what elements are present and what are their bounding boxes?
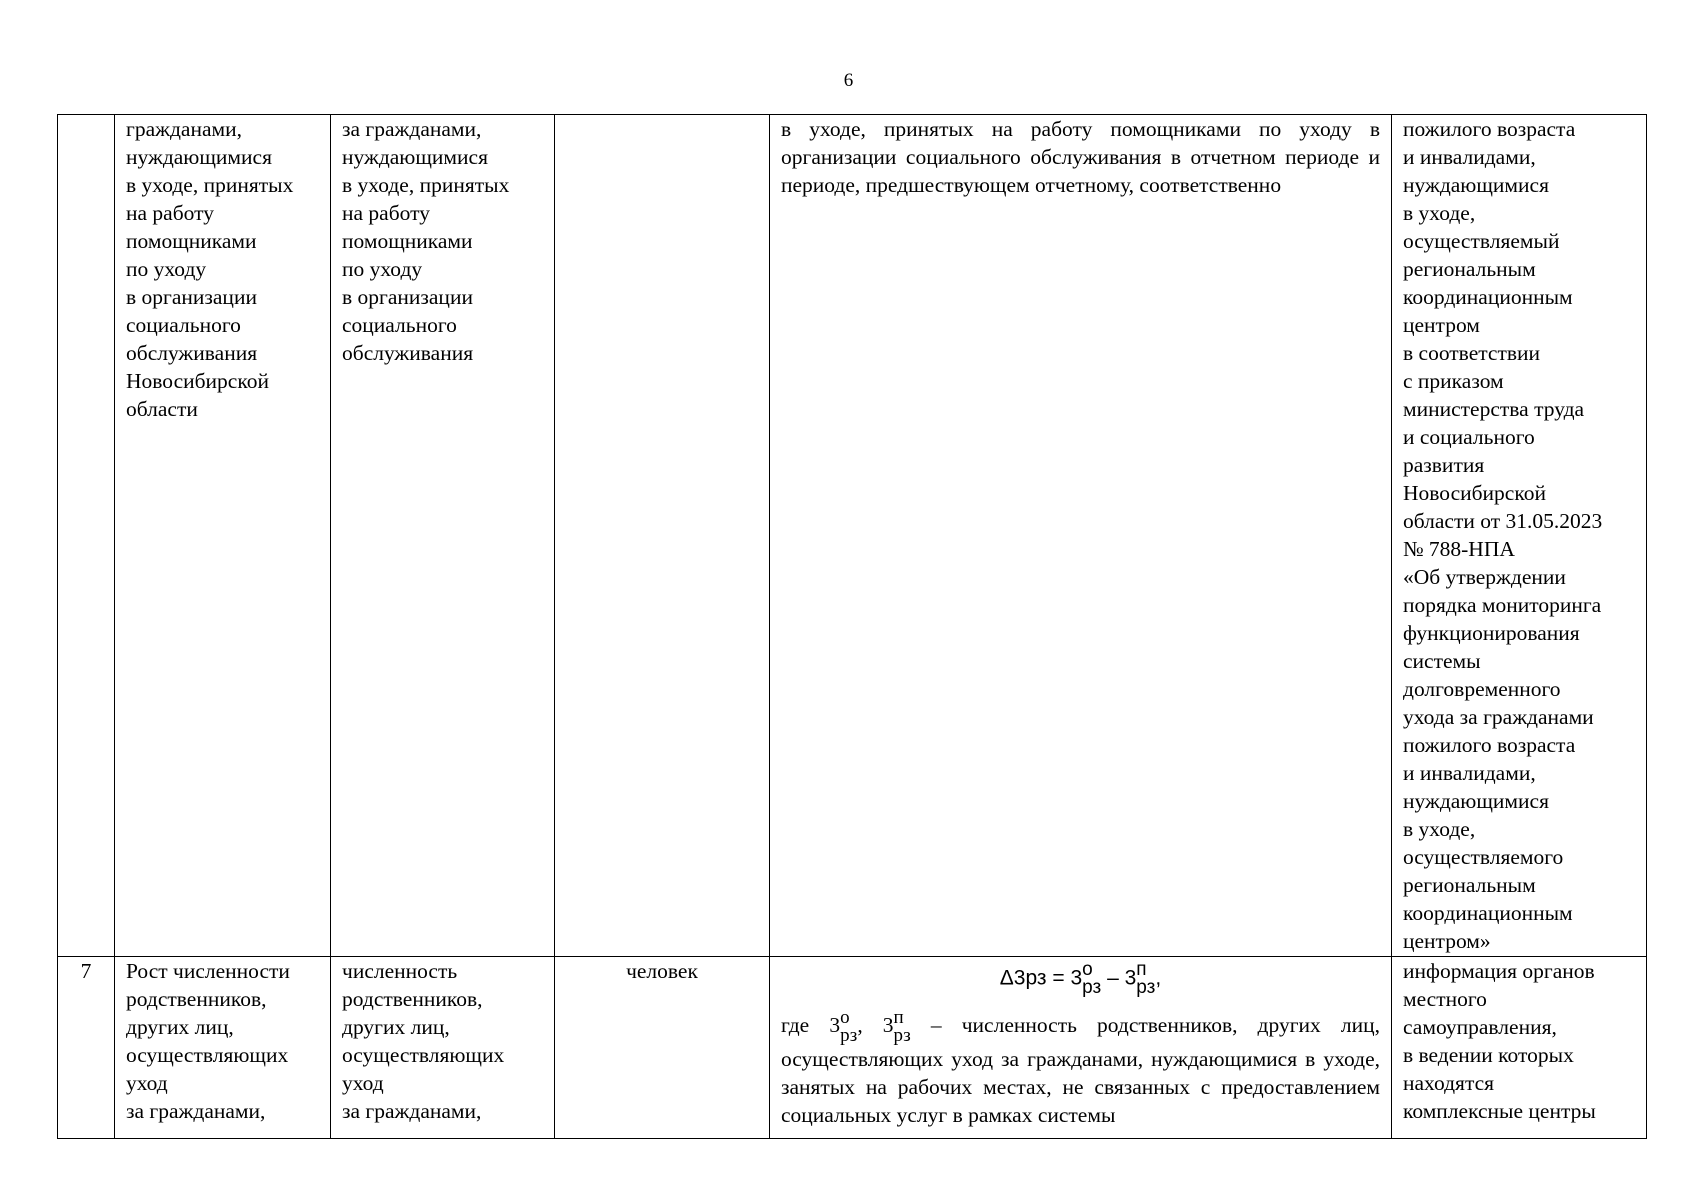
indicator-line: за гражданами, <box>126 1099 266 1123</box>
source-line: ухода за гражданами <box>1403 705 1594 729</box>
formula-sub-1: рз <box>1082 977 1102 998</box>
source-line: в ведении которых <box>1403 1043 1574 1067</box>
source-line: местного <box>1403 987 1487 1011</box>
indicator-text <box>115 957 330 1125</box>
where-sup-p: п <box>893 1007 904 1028</box>
page-number: 6 <box>843 70 854 91</box>
method-text: осуществляющих уход за гражданами, нуждающимися в уходе, занятых на рабочих местах, не связанных с предоставлением социальных услуг в рамках системы <box>781 1047 1380 1127</box>
source-line: региональным <box>1403 873 1536 897</box>
definition-line: осуществляющих <box>342 1043 505 1067</box>
definition-line: по уходу <box>342 257 423 281</box>
row-number-cell <box>58 115 115 957</box>
source-line: Новосибирской <box>1403 481 1546 505</box>
source-line: системы <box>1403 649 1481 673</box>
formula <box>781 957 1380 1009</box>
indicator-cell <box>115 957 331 1139</box>
source-line: координационным <box>1403 901 1573 925</box>
source-line: функционирования <box>1403 621 1580 645</box>
indicator-line: в уходе, принятых <box>126 173 294 197</box>
definition-line: обслуживания <box>342 341 474 365</box>
definition-line: численность <box>342 959 458 983</box>
indicator-line: области <box>126 397 198 421</box>
definition-line: в организации <box>342 285 473 309</box>
indicator-line: Рост численности <box>126 959 290 983</box>
table-row <box>58 115 1647 957</box>
definition-line: помощниками <box>342 229 473 253</box>
source-line: в уходе, <box>1403 817 1476 841</box>
unit-text: человек <box>626 959 698 983</box>
source-line: в уходе, <box>1403 201 1476 225</box>
where-comma: , 3 <box>857 1012 894 1037</box>
source-line: развития <box>1403 453 1485 477</box>
source-cell <box>1392 115 1647 957</box>
source-line: информация органов <box>1403 959 1595 983</box>
source-line: находятся <box>1403 1071 1495 1095</box>
row-number: 7 <box>80 959 92 983</box>
source-line: порядка мониторинга <box>1403 593 1602 617</box>
definition-line: социального <box>342 313 457 337</box>
source-line: «Об утверждении <box>1403 565 1566 589</box>
formula-sup-o: о <box>1082 959 1093 980</box>
source-cell <box>1392 957 1647 1139</box>
source-line: и инвалидами, <box>1403 145 1536 169</box>
definition-cell <box>331 957 555 1139</box>
where-sup-o: о <box>840 1007 850 1028</box>
indicator-line: других лиц, <box>126 1015 234 1039</box>
formula-sub-2: рз <box>1136 977 1156 998</box>
source-line: пожилого возраста <box>1403 117 1576 141</box>
source-line: в соответствии <box>1403 341 1541 365</box>
definition-cell <box>331 115 555 957</box>
source-line: пожилого возраста <box>1403 733 1576 757</box>
source-line: региональным <box>1403 257 1536 281</box>
unit-cell <box>555 957 770 1139</box>
source-line: координационным <box>1403 285 1573 309</box>
where-rest: – численность родственников, других лиц, <box>910 1012 1380 1037</box>
where-line <box>781 1009 1380 1045</box>
source-line: самоуправления, <box>1403 1015 1557 1039</box>
method-cell <box>770 957 1392 1139</box>
source-line: осуществляемый <box>1403 229 1560 253</box>
indicator-line: уход <box>126 1071 168 1095</box>
definition-line: других лиц, <box>342 1015 450 1039</box>
source-line: долговременного <box>1403 677 1561 701</box>
source-line: № 788-НПА <box>1403 537 1515 561</box>
formula-end: , <box>1155 966 1162 990</box>
method-content <box>770 957 1391 1129</box>
indicator-line: по уходу <box>126 257 207 281</box>
definition-text <box>331 115 554 367</box>
indicator-line: родственников, <box>126 987 267 1011</box>
source-line: осуществляемого <box>1403 845 1564 869</box>
indicator-line: обслуживания <box>126 341 258 365</box>
source-line: области от 31.05.2023 <box>1403 509 1603 533</box>
indicator-line: гражданами, <box>126 117 242 141</box>
indicator-line: социального <box>126 313 241 337</box>
formula-sup-p: п <box>1136 959 1147 980</box>
source-line: центром» <box>1403 929 1491 953</box>
where-prefix: где 3 <box>781 1012 841 1037</box>
source-line: и инвалидами, <box>1403 761 1536 785</box>
source-line: нуждающимися <box>1403 789 1549 813</box>
source-line: комплексные центры <box>1403 1099 1596 1123</box>
definition-line: уход <box>342 1071 384 1095</box>
indicator-cell <box>115 115 331 957</box>
source-line: министерства труда <box>1403 397 1585 421</box>
formula-minus: – 3 <box>1101 966 1137 990</box>
method-text: в уходе, принятых на работу помощниками по уходу в организации социального обслуживания в отчетном периоде и периоде, предшествующем отчетному, соответственно <box>781 117 1380 197</box>
source-line: с приказом <box>1403 369 1504 393</box>
definition-line: за гражданами, <box>342 1099 482 1123</box>
row-number-cell <box>58 957 115 1139</box>
where-sub-1: рз <box>840 1025 858 1046</box>
source-line: центром <box>1403 313 1480 337</box>
definition-line: на работу <box>342 201 430 225</box>
indicator-text <box>115 115 330 423</box>
method-cell <box>770 115 1392 957</box>
where-sub-2: рз <box>893 1025 911 1046</box>
indicator-line: Новосибирской <box>126 369 269 393</box>
definition-line: нуждающимися <box>342 145 488 169</box>
definition-line: в уходе, принятых <box>342 173 510 197</box>
table-row <box>58 957 1647 1139</box>
indicator-line: в организации <box>126 285 257 309</box>
indicator-line: на работу <box>126 201 214 225</box>
indicator-line: осуществляющих <box>126 1043 289 1067</box>
formula-lhs: Δ3рз = 3 <box>999 966 1083 990</box>
definition-line: за гражданами, <box>342 117 482 141</box>
unit-cell <box>555 115 770 957</box>
definition-text <box>331 957 554 1125</box>
definition-line: родственников, <box>342 987 483 1011</box>
source-text <box>1392 115 1646 955</box>
indicator-line: нуждающимися <box>126 145 272 169</box>
source-line: нуждающимися <box>1403 173 1549 197</box>
source-line: и социального <box>1403 425 1535 449</box>
indicators-table <box>57 114 1647 1139</box>
indicator-line: помощниками <box>126 229 257 253</box>
source-text <box>1392 957 1646 1125</box>
